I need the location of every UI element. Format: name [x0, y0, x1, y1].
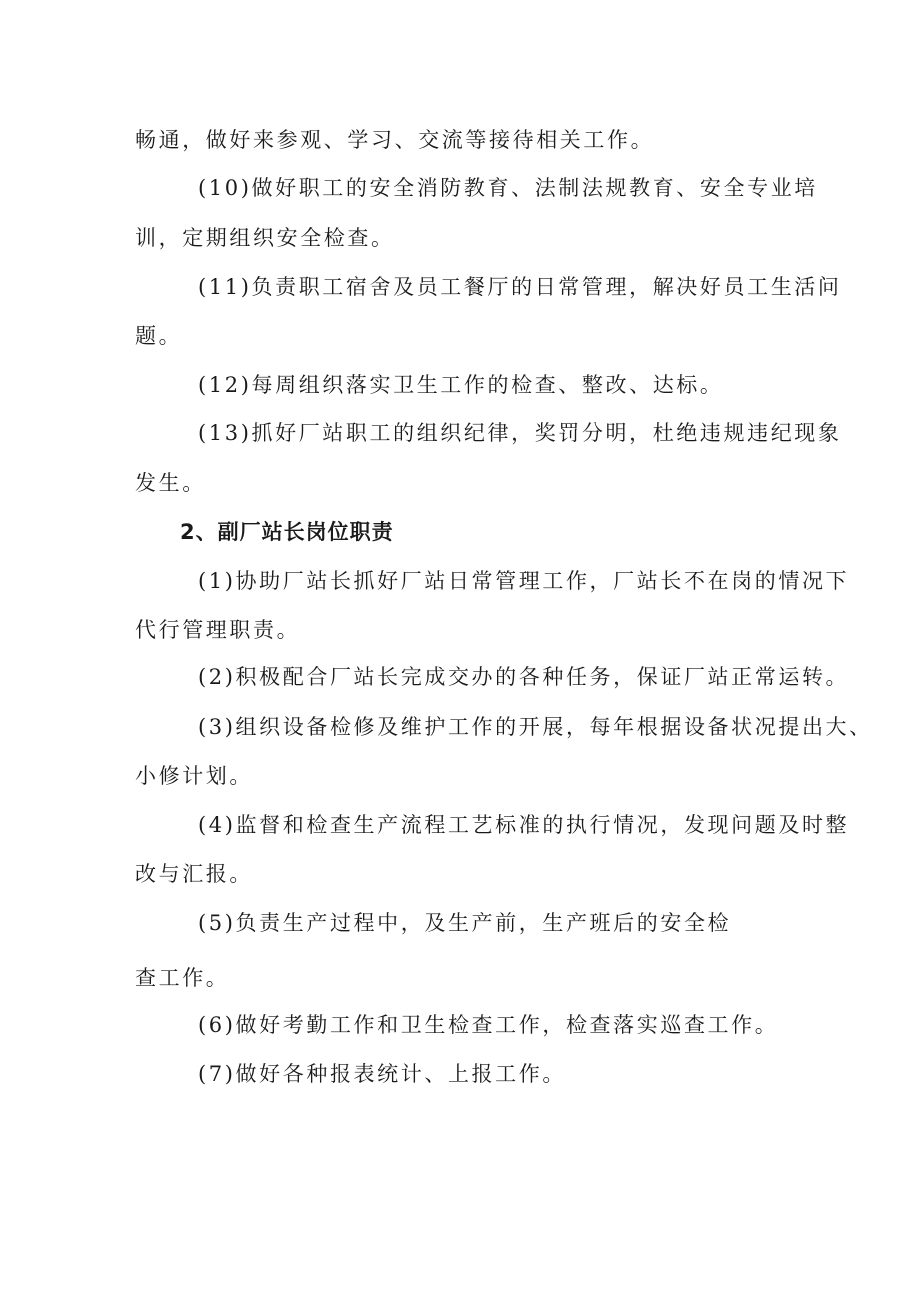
paragraph-line: (2)积极配合厂站长完成交办的各种任务，保证厂站正常运转。 — [198, 665, 850, 689]
paragraph-line: (10)做好职工的安全消防教育、法制法规教育、安全专业培 — [198, 176, 818, 200]
paragraph-line: 训，定期组织安全检查。 — [135, 226, 395, 250]
paragraph-line: 改与汇报。 — [135, 862, 253, 886]
paragraph-line: (4)监督和检查生产流程工艺标准的执行情况，发现问题及时整 — [198, 813, 850, 837]
section-heading: 2、副厂站长岗位职责 — [180, 520, 394, 544]
paragraph-line: 题。 — [135, 324, 183, 348]
paragraph-line: (1)协助厂站长抓好厂站日常管理工作，厂站长不在岗的情况下 — [198, 569, 850, 593]
paragraph-line: 查工作。 — [135, 966, 230, 990]
paragraph-line: 代行管理职责。 — [135, 618, 301, 642]
paragraph-line: (5)负责生产过程中，及生产前，生产班后的安全检 — [198, 911, 732, 935]
paragraph-line: (13)抓好厂站职工的组织纪律，奖罚分明，杜绝违规违纪现象 — [198, 421, 842, 445]
paragraph-line: 发生。 — [135, 471, 206, 495]
paragraph-line: 小修计划。 — [135, 764, 253, 788]
paragraph-line: (12)每周组织落实卫生工作的检查、整改、达标。 — [198, 373, 724, 397]
paragraph-line: (7)做好各种报表统计、上报工作。 — [198, 1062, 566, 1086]
paragraph-line: (3)组织设备检修及维护工作的开展，每年根据设备状况提出大、 — [198, 715, 873, 739]
paragraph-line: (6)做好考勤工作和卫生检查工作，检查落实巡查工作。 — [198, 1013, 779, 1037]
paragraph-line: 畅通，做好来参观、学习、交流等接待相关工作。 — [135, 128, 655, 152]
paragraph-line: (11)负责职工宿舍及员工餐厅的日常管理，解决好员工生活问 — [198, 275, 842, 299]
